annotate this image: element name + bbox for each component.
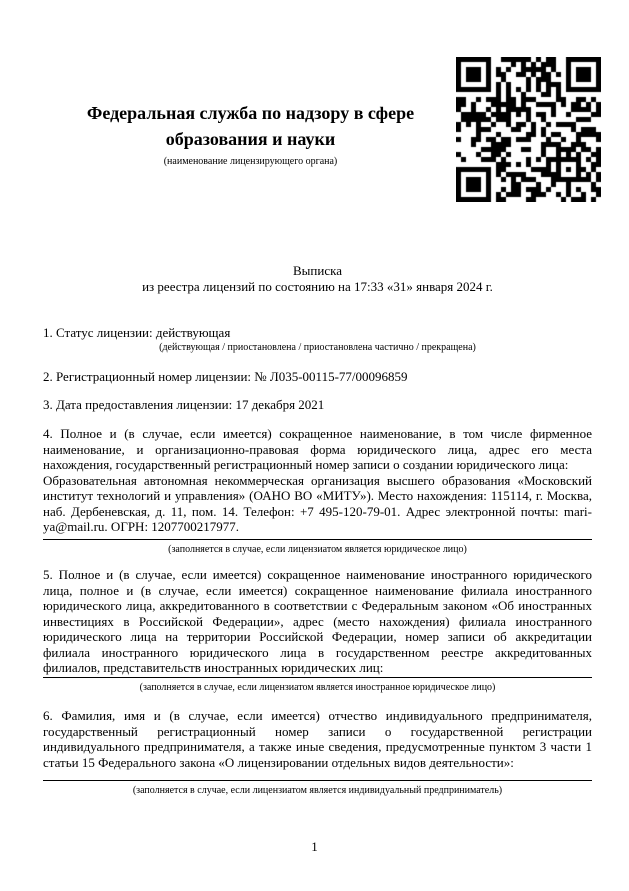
legal-entity-value: Образовательная автономная некоммерческая организация высшего образования «Московский институт технологий и управления» (ОАНО ВО «МИТУ»). Место нахождения: 115114, г. Москва, наб. Дербеневская, д. 11, пом. 14. Телефон: +7 495-120-79-01. Адрес электронной почты: mari-ya@mail.ru. ОГРН: 1207700217977. [43,472,592,534]
legal-entity-note: (заполняется в случае, если лицензиатом является юридическое лицо) [168,544,467,555]
individual-entrepreneur-note: (заполняется в случае, если лицензиатом является индивидуальный предприниматель) [132,785,503,796]
legal-entity-section [43,426,592,535]
registration-number-line: 2. Регистрационный номер лицензии: № Л035-00115-77/00096859 [43,369,408,384]
legal-entity-label: 4. Полное и (в случае, если имеется) сокращенное наименование, в том числе фирменное наименование, и организационно-правовая форма юридического лица, адрес его места нахождения, государственный регистрационный номер записи о создании юридического лица: [43,426,592,472]
page-number: 1 [311,839,318,854]
document-title-block [43,263,592,294]
grant-date-line: 3. Дата предоставления лицензии: 17 декабря 2021 [43,397,325,412]
licensing-authority-header [43,100,458,168]
license-status-options-note: (действующая / приостановлена / приостановлена частично / прекращена) [159,342,476,353]
document-title: Выписка [293,263,342,278]
qr-code-image [456,57,601,202]
individual-entrepreneur-section: 6. Фамилия, имя и (в случае, если имеется) отчество индивидуального предпринимателя, государственный регистрационный номер записи о государственной регистрации индивидуального предпринимателя, а также иные сведения, предусмотренные пунктом 3 части 1 статьи 15 Федерального закона «О лицензировании отдельных видов деятельности»: [43,708,592,770]
foreign-entity-note: (заполняется в случае, если лицензиатом является иностранное юридическое лицо) [139,682,496,693]
legal-entity-underline [43,539,592,540]
document-subtitle: из реестра лицензий по состоянию на 17:33 «31» января 2024 г. [142,278,493,294]
foreign-entity-underline [43,677,592,678]
foreign-entity-section: 5. Полное и (в случае, если имеется) сокращенное наименование иностранного юридического лица, полное и (в случае, если имеется) сокращенное наименование филиала иностранного юридического лица, аккредитованного в соответствии с Федеральным законом «Об иностранных инвестициях в Российской Федерации», адрес (место нахождения) филиала иностранного юридического лица на территории Российской Федерации, номер записи об аккредитации филиала иностранного юридического лица в государственном реестре аккредитованных филиалов, представительств иностранных юридических лиц: [43,567,592,675]
individual-entrepreneur-underline [43,780,592,781]
licensing-authority-caption: (наименование лицензирующего органа) [163,156,338,167]
licensing-authority-name: Федеральная служба по надзору в сфере образования и науки [86,103,415,149]
license-status-line: 1. Статус лицензии: действующая [43,325,231,340]
